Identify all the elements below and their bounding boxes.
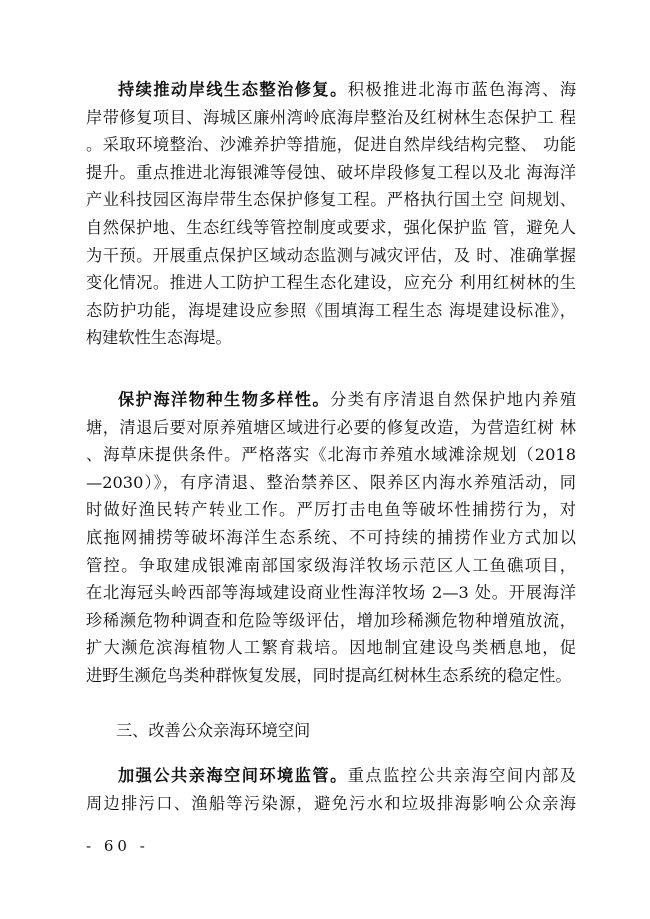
text-line: 自然保护地、生态红线等管控制度或要求，强化保护监 管，避免人 (86, 217, 576, 237)
text-line: 变化情况。推进人工防护工程生态化建设，应充分 利用红树林的生 (86, 273, 576, 293)
text-line: 。采取环境整治、沙滩养护等措施，促进自然岸线结构完整、 功能 (86, 135, 576, 155)
text-line: 塘，清退后要对原养殖塘区域进行必要的修复改造，为营造红树 林 (86, 417, 576, 437)
text-line: 时做好渔民转产转业工作。严厉打击电鱼等破坏性捕捞行为，对 (86, 500, 576, 520)
text-line: 、海草床提供条件。严格落实《北海市养殖水域滩涂规划（2018 (86, 445, 576, 465)
text-line: 岸带修复项目、海城区廉州湾岭底海岸整治及红树林生态保护工 程 (86, 107, 576, 127)
paragraph-marine-biodiversity (86, 386, 576, 690)
paragraph-lead: 持续推动岸线生态整治修复。 (118, 80, 348, 99)
text-line: 珍稀濒危物种调查和危险等级评估，增加珍稀濒危物种增殖放流， (86, 610, 576, 630)
text-line: 构建软性生态海堤。 (86, 328, 232, 348)
text-line (86, 386, 576, 414)
text-line: 在北海冠头岭西部等海域建设商业性海洋牧场 2—3 处。开展海洋 (86, 583, 576, 603)
line-text: 积极推进北海市蓝色海湾、海 (347, 80, 576, 99)
text-line: 底拖网捕捞等破坏海洋生态系统、不可持续的捕捞作业方式加以 (86, 527, 576, 547)
paragraph-lead: 保护海洋物种生物多样性。 (118, 390, 331, 409)
text-line: 提升。重点推进北海银滩等侵蚀、破坏岸段修复工程以及北 海海洋 (86, 162, 576, 182)
line-text: 分类有序清退自然保护地内养殖 (330, 390, 576, 409)
text-line: 周边排污口、渔船等污染源，避免污水和垃圾排海影响公众亲海 (86, 793, 576, 813)
text-line: 产业科技园区海岸带生态保护修复工程。严格执行国土空 间规划、 (86, 190, 576, 210)
text-line (86, 76, 576, 104)
paragraph-lead: 加强公共亲海空间环境监管。 (118, 766, 348, 785)
paragraph-public-sea-space (86, 762, 576, 817)
text-line (86, 762, 576, 790)
text-line: 进野生濒危鸟类种群恢复发展，同时提高红树林生态系统的稳定性。 (86, 665, 572, 685)
text-line: 扩大濒危滨海植物人工繁育栽培。因地制宜建设鸟类栖息地，促 (86, 638, 576, 658)
page-number: - 60 - (86, 837, 149, 855)
paragraph-shoreline-restoration (86, 76, 576, 352)
text-line: 态防护功能，海堤建设应参照《围填海工程生态 海堤建设标准》， (86, 300, 576, 320)
text-line: —2030）》，有序清退、整治禁养区、限养区内海水养殖活动，同 (86, 472, 576, 492)
line-text: 重点监控公共亲海空间内部及 (347, 766, 576, 785)
section-heading: 三、改善公众亲海环境空间 (116, 721, 311, 740)
text-line: 管控。争取建成银滩南部国家级海洋牧场示范区人工鱼礁项目， (86, 555, 576, 575)
text-line: 为干预。开展重点保护区域动态监测与减灾评估，及 时、准确掌握 (86, 245, 576, 265)
